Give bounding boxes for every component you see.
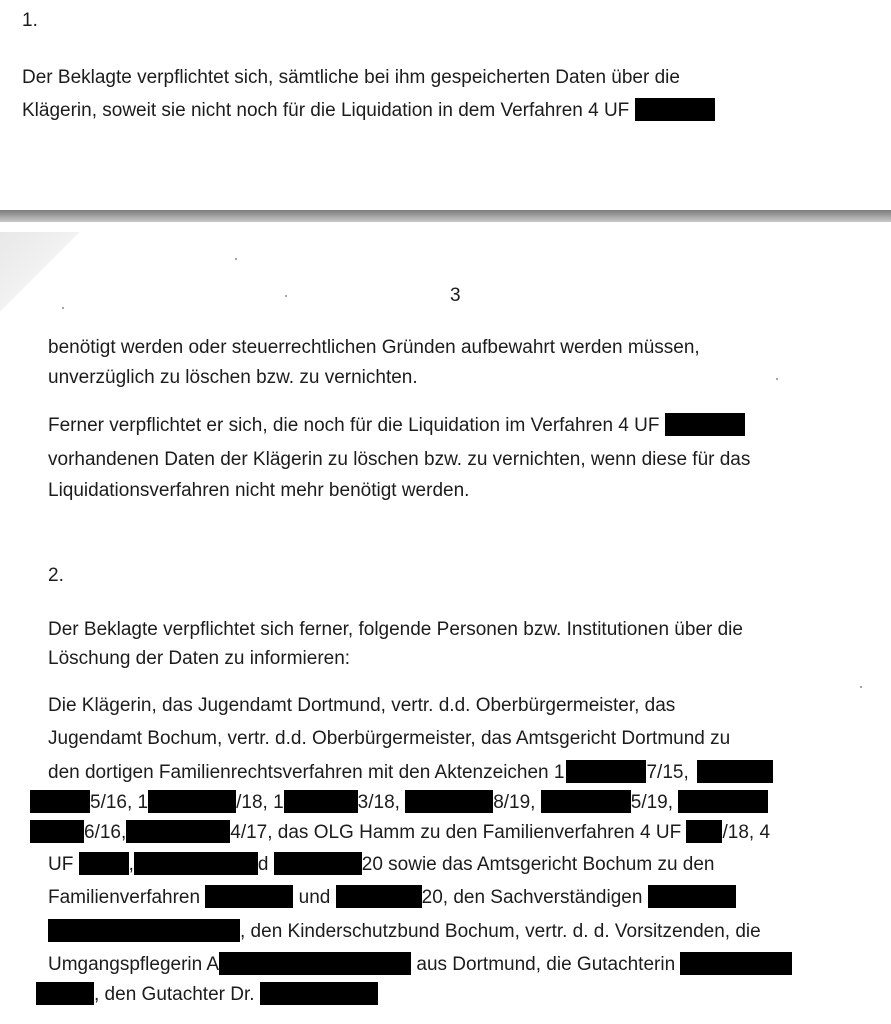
redaction [79,852,129,875]
redaction [148,790,236,813]
redaction [541,790,631,813]
para4-line-4: 5/16, 1 /18, 1 3/18, 8/19, 5/19, [30,790,768,815]
para4-line-7: Familienverfahren und 20, den Sachverständigen [48,885,736,910]
page1-line-2: Klägerin, soweit sie nicht noch für die Liquidation in dem Verfahren 4 UF [22,98,715,123]
para1-line-2: unverzüglich zu löschen bzw. zu vernichten. [48,367,418,388]
redaction [284,790,358,813]
redaction [336,885,422,908]
redaction [126,820,230,843]
para3-line-1: Der Beklagte verpflichtet sich ferner, folgende Personen bzw. Institutionen über die [48,619,743,640]
redaction [219,952,411,975]
scan-speck [62,307,64,309]
redaction [274,852,362,875]
redaction [36,982,94,1005]
redaction [680,952,792,975]
para2-line-3: Liquidationsverfahren nicht mehr benötigt werden. [48,480,470,501]
para3-line-2: Löschung der Daten zu informieren: [48,648,351,669]
redaction [260,982,378,1005]
para4-line-5: 6/16, 4/17, das OLG Hamm zu den Familienverfahren 4 UF /18, 4 [30,820,770,845]
scan-speck [776,378,778,380]
para4-line-9: Umgangspflegerin A aus Dortmund, die Gutachterin [48,952,792,977]
para4-line-3: den dortigen Familienrechtsverfahren mit den Aktenzeichen 1 7/15, [48,760,773,785]
redaction [678,790,768,813]
para4-line-6: UF , d 20 sowie das Amtsgericht Bochum zu den [48,854,715,875]
redaction [205,885,293,908]
redaction [48,919,240,942]
para1-line-1: benötigt werden oder steuerrechtlichen Gründen aufbewahrt werden müssen, [48,337,700,358]
redaction [686,820,722,843]
page-separator [0,210,891,222]
para4-line-10: , den Gutachter Dr. [36,982,378,1007]
para4-line-2: Jugendamt Bochum, vertr. d.d. Oberbürgermeister, das Amtsgericht Dortmund zu [48,728,731,749]
para2-line-2: vorhandenen Daten der Klägerin zu löschen bzw. zu vernichten, wenn diese für das [48,449,751,470]
page-number: 3 [450,285,461,306]
scan-speck [235,258,237,260]
para4-line-1: Die Klägerin, das Jugendamt Dortmund, vertr. d.d. Oberbürgermeister, das [48,695,676,716]
redaction [648,885,736,908]
redaction [405,790,493,813]
page1-line-1: Der Beklagte verpflichtet sich, sämtliche bei ihm gespeicherten Daten über die [22,67,680,88]
scan-speck [860,686,862,688]
redaction [635,98,715,121]
para2-line-1: Ferner verpflichtet er sich, die noch für die Liquidation im Verfahren 4 UF [48,413,745,438]
redaction [134,852,258,875]
redaction [566,760,646,783]
scan-speck [285,295,287,297]
item-number-1: 1. [22,10,38,31]
redaction [30,790,90,813]
redaction [30,820,84,843]
para4-line-8: , den Kinderschutzbund Bochum, vertr. d. d. Vorsitzenden, die [48,919,761,944]
redaction [697,760,773,783]
scan-corner-shadow [0,232,80,327]
redaction [665,413,745,436]
item-number-2: 2. [48,565,64,586]
